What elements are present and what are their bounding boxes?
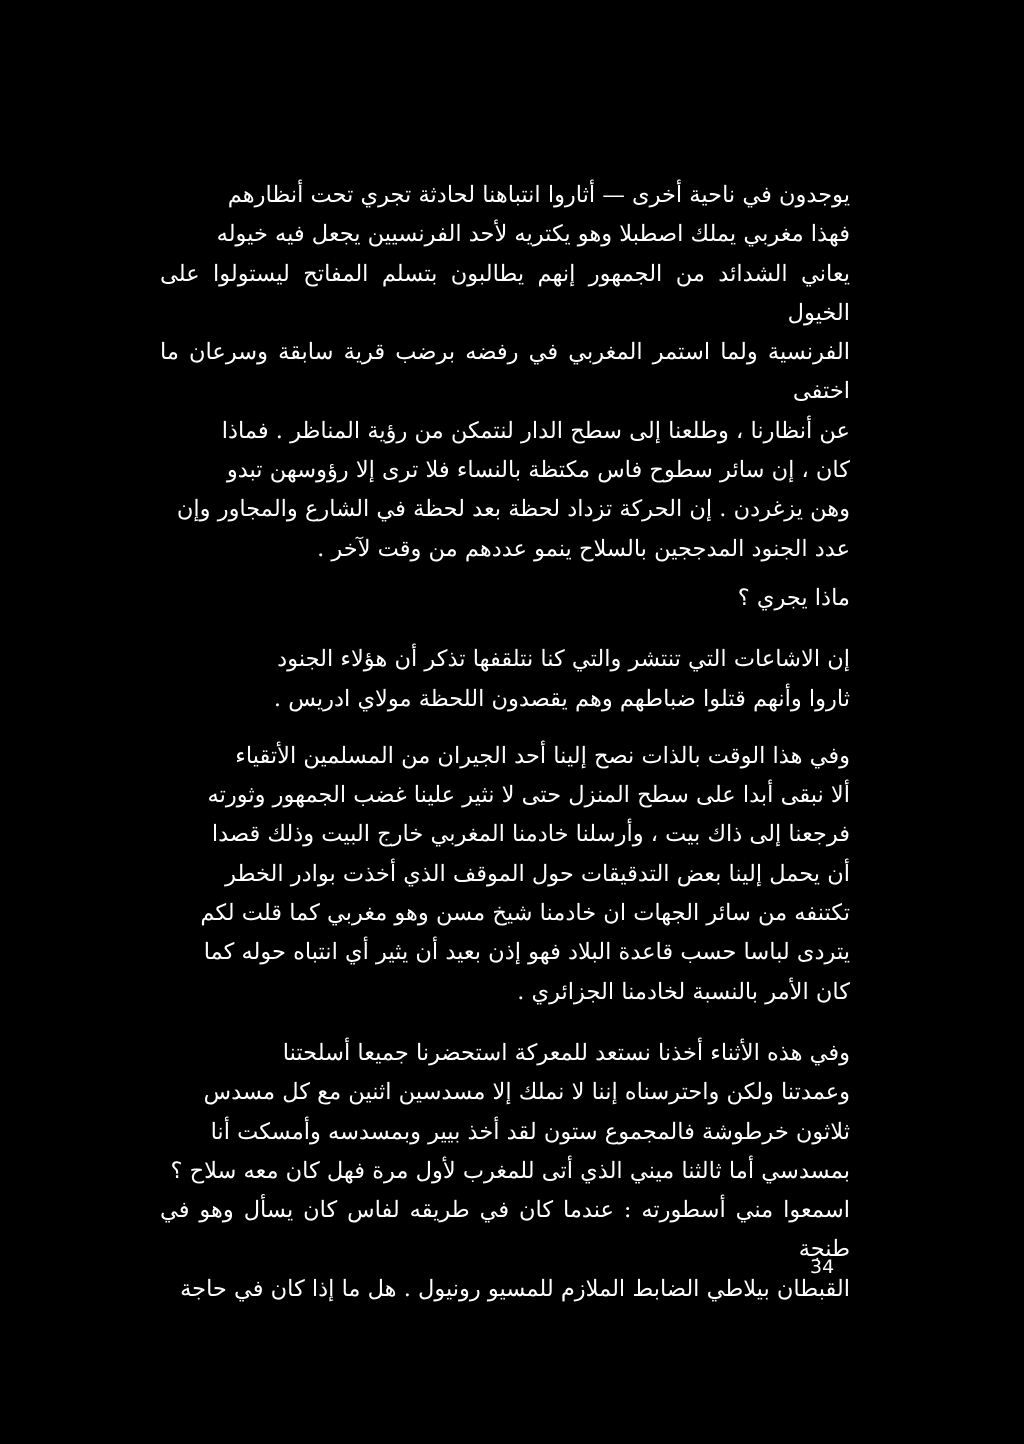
paragraph-1: يوجدون في ناحية أخرى — أثاروا انتباهنا لحادثة تجري تحت أنظارهم فهذا مغربي يملك اصطبلا وهو يكتريه لأحد الفرنسيين يجعل فيه خيوله يعاني الشدائد من الجمهور إنهم يطالبون بتسلم المفاتح ليستولوا على الخيول الفرنسية ولما استمر المغربي في رفضه برضب قرية سابقة وسرعان ما اختفى عن أنظارنا ، وطلعنا إلى سطح الدار لنتمكن من رؤية المناظر . فماذا كان ، إن سائر سطوح فاس مكتظة بالنساء فلا ترى إلا رؤوسهن تبدو وهن يزغردن . إن الحركة تزداد لحظة بعد لحظة في الشارع والمجاور وإن عدد الجنود المدججين بالسلاح ينمو عددهم من وقت لآخر . <box>160 182 850 562</box>
paragraph-2: ماذا يجري ؟ <box>737 584 850 611</box>
text-column <box>160 176 850 1309</box>
paragraph-3: إن الاشاعات التي تنتشر والتي كنا نتلقفها تذكر أن هؤلاء الجنود ثاروا وأنهم قتلوا ضباطهم وهم يقصدون اللحظة مولاي ادريس . <box>273 646 850 712</box>
paragraph-5: وفي هذه الأثناء أخذنا نستعد للمعركة استحضرنا جميعا أسلحتنا وعمدتنا ولكن واحترسناه إننا لا نملك إلا مسدسين اثنين مع كل مسدس ثلاثون خرطوشة فالمجموع ستون لقد أخذ بيير وبمسدسه وأمسكت أنا بمسدسي أما ثالثنا ميني الذي أتى للمغرب لأول مرة فهل كان معه سلاح ؟ اسمعوا مني أسطورته : عندما كان في طريقه لفاس كان يسأل وهو في طنجة القبطان بيلاطي الضابط الملازم للمسيو رونيول . هل ما إذا كان في حاجة <box>160 1039 850 1302</box>
paragraph-4: وفي هذا الوقت بالذات نصح إلينا أحد الجيران من المسلمين الأتقياء ألا نبقى أبدا على سطح المنزل حتى لا نثير علينا غضب الجمهور وثورته فرجعنا إلى ذاك بيت ، وأرسلنا خادمنا المغربي خارج البيت وذلك قصدا أن يحمل إلينا بعض التدقيقات حول الموقف الذي أخذت بوادر الخطر تكتنفه من سائر الجهات ان خادمنا شيخ مسن وهو مغربي كما قلت لكم يتردى لباسا حسب قاعدة البلاد فهو إذن بعيد أن يثير أي انتباه حوله كما كان الأمر بالنسبة لخادمنا الجزائري . <box>200 742 850 1005</box>
page-number: 34 <box>810 1256 835 1278</box>
